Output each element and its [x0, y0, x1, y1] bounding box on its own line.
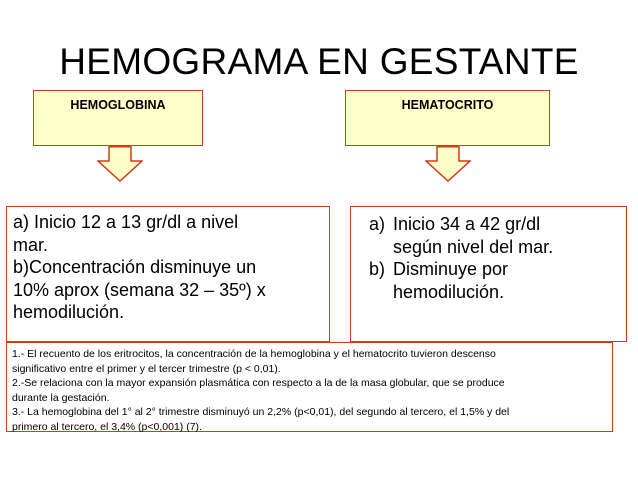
hemoglobina-info-line: mar.: [13, 234, 49, 255]
list-marker: b): [368, 259, 385, 279]
hematocrito-info-line: hemodilución.: [393, 281, 505, 302]
hematocrito-header-box: [345, 90, 550, 146]
hematocrito-list-item: [351, 258, 622, 303]
note-line: primero al tercero, el 3,4% (p<0,001) (7).: [12, 420, 202, 433]
hematocrito-list-item: [351, 213, 622, 258]
slide-title: HEMOGRAMA EN GESTANTE: [59, 41, 579, 82]
hemoglobina-info-line: 10% aprox (semana 32 – 35º) x: [13, 279, 266, 300]
hematocrito-info-line: según nivel del mar.: [393, 236, 554, 257]
note-line: 2.-Se relaciona con la mayor expansión plasmática con respecto a la de la masa globular, que se produce: [12, 377, 505, 390]
down-arrow-icon: [97, 146, 143, 182]
hemoglobina-info-line: hemodilución.: [13, 302, 125, 322]
hemoglobina-header-box: [33, 90, 203, 146]
list-marker: a): [368, 214, 385, 234]
note-line: significativo entre el primer y el tercer trimestre (p < 0,01).: [12, 362, 281, 375]
note-line: durante la gestación.: [12, 391, 110, 404]
hematocrito-info-box: [350, 206, 627, 342]
hematocrito-info-line: Disminuye por: [393, 259, 509, 279]
hematocrito-header-label: HEMATOCRITO: [401, 98, 494, 112]
hemoglobina-header-label: HEMOGLOBINA: [70, 98, 166, 112]
hemoglobina-info-line: b)Concentración disminuye un: [13, 257, 257, 277]
note-line: 3.- La hemoglobina del 1° al 2° trimestre disminuyó un 2,2% (p<0,01), del segundo al tercero, el 1,5% y del: [12, 406, 510, 419]
down-arrow-icon: [425, 146, 471, 182]
hematocrito-info-line: Inicio 34 a 42 gr/dl: [393, 214, 541, 234]
hemoglobina-info-line: a) Inicio 12 a 13 gr/dl a nivel: [13, 212, 239, 232]
note-line: 1.- El recuento de los eritrocitos, la concentración de la hemoglobina y el hematocrito tuvieron descenso: [12, 348, 496, 360]
hemoglobina-info-box: [6, 206, 330, 342]
notes-box: [6, 342, 613, 432]
